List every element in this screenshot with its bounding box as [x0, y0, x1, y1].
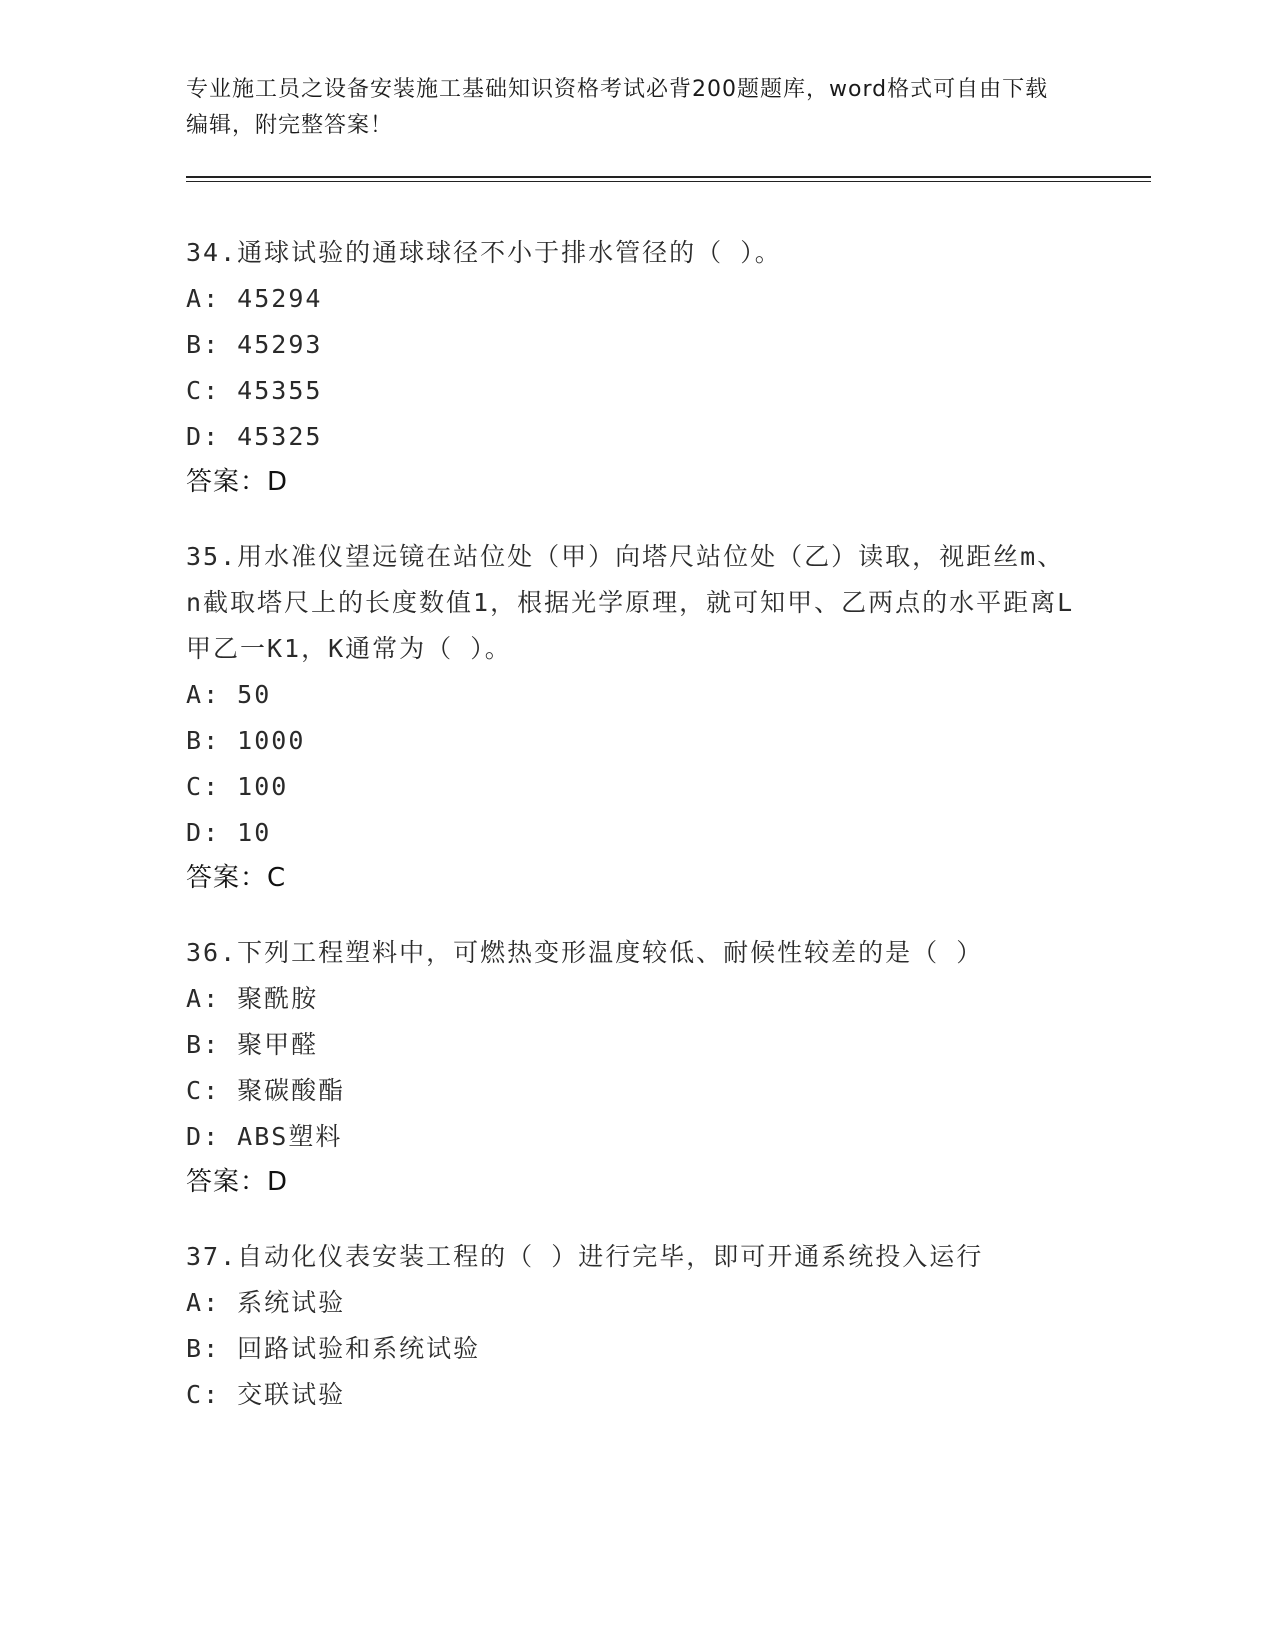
option-value: 100 — [237, 772, 289, 801]
answer-value: D — [267, 467, 289, 497]
option-separator: : — [203, 330, 238, 359]
option-key: A — [186, 1288, 204, 1317]
option-c — [186, 764, 1086, 810]
option-key: B — [186, 330, 204, 359]
answer-value: C — [267, 863, 287, 893]
document-header: 专业施工员之设备安装施工基础知识资格考试必背200题题库，word格式可自由下载编辑，附完整答案！ — [186, 77, 1049, 138]
option-key: D — [186, 422, 204, 451]
option-key: A — [186, 984, 204, 1013]
option-value: 45325 — [237, 422, 323, 451]
option-separator: : — [203, 818, 238, 847]
question-stem: 35.用水准仪望远镜在站位处（甲）向塔尺站位处（乙）读取，视距丝m、n截取塔尺上的长度数值1，根据光学原理，就可知甲、乙两点的水平距离L甲乙一K1，K通常为（ ）。 — [186, 542, 1075, 663]
option-value: 1000 — [237, 726, 306, 755]
option-separator: : — [203, 1288, 238, 1317]
answer-label: 答案： — [186, 863, 268, 893]
answer-value: D — [267, 1167, 289, 1197]
option-value: 聚甲醛 — [237, 1030, 319, 1059]
question-block — [186, 534, 1086, 900]
option-key: C — [186, 1076, 204, 1105]
answer-label: 答案： — [186, 1167, 268, 1197]
option-value: 系统试验 — [237, 1288, 346, 1317]
option-key: D — [186, 1122, 204, 1151]
header-rule-thick — [186, 176, 1151, 178]
option-separator: : — [203, 1334, 238, 1363]
option-c — [186, 1068, 1086, 1114]
option-separator: : — [203, 1030, 238, 1059]
option-a — [186, 1280, 1086, 1326]
option-separator: : — [203, 284, 238, 313]
option-value: 回路试验和系统试验 — [237, 1334, 481, 1363]
answer-line — [186, 856, 1086, 900]
option-value: 交联试验 — [237, 1380, 346, 1409]
option-key: B — [186, 726, 204, 755]
option-a — [186, 976, 1086, 1022]
option-value: 45294 — [237, 284, 323, 313]
option-b — [186, 1022, 1086, 1068]
question-block — [186, 930, 1086, 1204]
question-list — [186, 230, 1086, 1448]
option-d — [186, 1114, 1086, 1160]
option-b — [186, 1326, 1086, 1372]
option-separator: : — [203, 376, 238, 405]
option-separator: : — [203, 772, 238, 801]
question-block — [186, 230, 1086, 504]
option-b — [186, 322, 1086, 368]
option-value: 聚碳酸酯 — [237, 1076, 346, 1105]
option-a — [186, 672, 1086, 718]
option-value: 45355 — [237, 376, 323, 405]
option-value: ABS塑料 — [237, 1122, 343, 1151]
option-value: 45293 — [237, 330, 323, 359]
option-key: C — [186, 772, 204, 801]
question-stem: 37.自动化仪表安装工程的（ ）进行完毕，即可开通系统投入运行 — [186, 1242, 984, 1271]
answer-line — [186, 1160, 1086, 1204]
option-a — [186, 276, 1086, 322]
option-key: D — [186, 818, 204, 847]
option-separator: : — [203, 422, 238, 451]
option-separator: : — [203, 1380, 238, 1409]
question-block — [186, 1234, 1086, 1418]
question-stem: 34.通球试验的通球球径不小于排水管径的（ ）。 — [186, 238, 782, 267]
option-separator: : — [203, 1122, 238, 1151]
option-c — [186, 368, 1086, 414]
answer-line — [186, 460, 1086, 504]
option-b — [186, 718, 1086, 764]
option-key: A — [186, 284, 204, 313]
option-separator: : — [203, 984, 238, 1013]
option-separator: : — [203, 1076, 238, 1105]
header-rule-thin — [186, 181, 1151, 182]
option-separator: : — [203, 680, 238, 709]
question-stem: 36.下列工程塑料中，可燃热变形温度较低、耐候性较差的是（ ） — [186, 938, 984, 967]
option-key: B — [186, 1334, 204, 1363]
option-value: 10 — [237, 818, 272, 847]
option-value: 50 — [237, 680, 272, 709]
option-key: A — [186, 680, 204, 709]
option-key: B — [186, 1030, 204, 1059]
option-c — [186, 1372, 1086, 1418]
option-key: C — [186, 376, 204, 405]
option-value: 聚酰胺 — [237, 984, 319, 1013]
option-key: C — [186, 1380, 204, 1409]
answer-label: 答案： — [186, 467, 268, 497]
option-separator: : — [203, 726, 238, 755]
option-d — [186, 810, 1086, 856]
option-d — [186, 414, 1086, 460]
